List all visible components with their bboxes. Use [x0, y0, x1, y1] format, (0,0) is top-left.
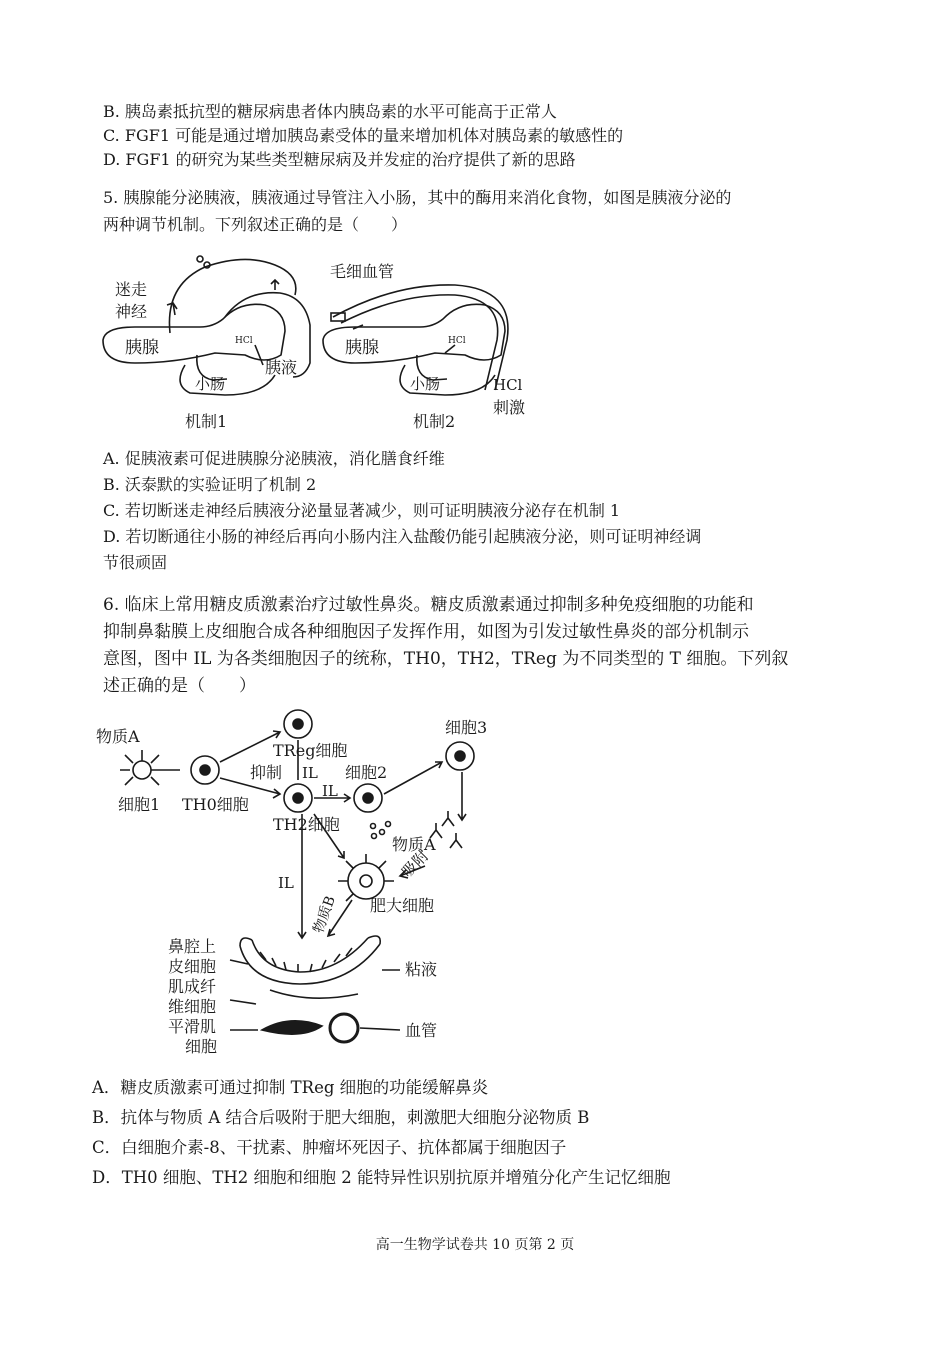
cell-1: 细胞1 [118, 795, 161, 814]
th2-cell: TH2细胞 [273, 815, 340, 834]
m2-intestine: 小肠 [410, 375, 441, 393]
smooth-muscle-1: 平滑肌 [168, 1017, 217, 1036]
page-footer: 高一生物学试卷共 10 页第 2 页 [375, 1237, 575, 1253]
cell-3: 细胞3 [445, 718, 488, 737]
m2-hcl-stim-b: 刺激 [493, 398, 526, 417]
il-right: IL [322, 782, 338, 800]
q6-option-c: C．白细胞介素-8、干扰素、肿瘤坏死因子、抗体都属于细胞因子 [92, 1138, 567, 1157]
q6-option-d: D．TH0 细胞、TH2 细胞和细胞 2 能特异性识别抗原并增殖分化产生记忆细胞 [92, 1168, 671, 1187]
option-c-prev: C. FGF1 可能是通过增加胰岛素受体的量来增加机体对胰岛素的敏感性的 [103, 126, 624, 145]
substance-a: 物质A [96, 727, 140, 746]
q6-figure [90, 708, 510, 1063]
nasal-epi-2: 皮细胞 [168, 957, 217, 976]
q5-option-d: D. 若切断通往小肠的神经后再向小肠内注入盐酸仍能引起胰液分泌，则可证明神经调 [103, 527, 702, 546]
q6-stem-3: 意图，图中 IL 为各类细胞因子的统称，TH0，TH2，TReg 为不同类型的 T 细胞。下列叙 [103, 649, 789, 669]
th0-cell: TH0细胞 [182, 795, 249, 814]
cell-2: 细胞2 [345, 763, 388, 782]
option-d-prev: D. FGF1 的研究为某些类型糖尿病及并发症的治疗提供了新的思路 [103, 150, 576, 169]
m2-pancreas: 胰腺 [345, 338, 379, 358]
m1-juice: 胰液 [265, 358, 298, 377]
q5-figure [95, 245, 565, 440]
option-b-prev: B. 胰岛素抵抗型的糖尿病患者体内胰岛素的水平可能高于正常人 [103, 102, 557, 121]
q6-stem-1: 6. 临床上常用糖皮质激素治疗过敏性鼻炎。糖皮质激素通过抑制多种免疫细胞的功能和 [103, 595, 754, 615]
q5-option-c: C. 若切断迷走神经后胰液分泌量显著减少，则可证明胰液分泌存在机制 1 [103, 501, 621, 520]
mucus-label: 粘液 [405, 960, 438, 979]
m1-hcl: HCl [235, 336, 253, 346]
vessel-label: 血管 [405, 1021, 438, 1040]
q5-stem-1: 5. 胰腺能分泌胰液，胰液通过导管注入小肠，其中的酶用来消化食物，如图是胰液分泌的 [103, 188, 732, 207]
q6-option-b: B．抗体与物质 A 结合后吸附于肥大细胞，刺激肥大细胞分泌物质 B [92, 1108, 590, 1127]
nasal-epi-1: 鼻腔上 [168, 937, 217, 956]
m2-hcl: HCl [448, 336, 466, 346]
m2-capillary: 毛细血管 [330, 262, 395, 281]
q6-stem-2: 抑制鼻黏膜上皮细胞合成各种细胞因子发挥作用，如图为引发过敏性鼻炎的部分机制示 [103, 622, 749, 642]
m1-pancreas: 胰腺 [125, 338, 159, 358]
substance-b: 物质B [310, 893, 339, 936]
m1-nerve-b: 神经 [115, 302, 148, 321]
m2-hcl-stim-a: HCl [493, 376, 523, 394]
fibroblast-1: 肌成纤 [168, 977, 217, 996]
mast-cell: 肥大细胞 [370, 896, 435, 915]
m1-nerve-a: 迷走 [115, 280, 148, 299]
inhibit-label: 抑制 [250, 763, 283, 782]
m1-caption: 机制1 [185, 412, 228, 431]
q6-stem-4: 述正确的是（ ） [103, 676, 256, 696]
q5-option-b: B. 沃泰默的实验证明了机制 2 [103, 475, 317, 494]
q5-stem-2: 两种调节机制。下列叙述正确的是（ ） [103, 215, 408, 234]
substance-a-2: 物质A [392, 835, 436, 854]
il-down: IL [278, 874, 294, 892]
smooth-muscle-2: 细胞 [185, 1037, 218, 1056]
il-up: IL [302, 764, 318, 782]
m1-intestine: 小肠 [195, 375, 226, 393]
treg-cell: TReg细胞 [273, 741, 348, 760]
q5-option-d-cont: 节很顽固 [103, 553, 168, 572]
fibroblast-2: 维细胞 [168, 997, 217, 1016]
q6-option-a: A．糖皮质激素可通过抑制 TReg 细胞的功能缓解鼻炎 [92, 1078, 489, 1097]
adsorb-label: 吸附 [398, 846, 433, 881]
q5-option-a: A. 促胰液素可促进胰腺分泌胰液，消化膳食纤维 [103, 449, 445, 468]
m2-caption: 机制2 [413, 412, 456, 431]
